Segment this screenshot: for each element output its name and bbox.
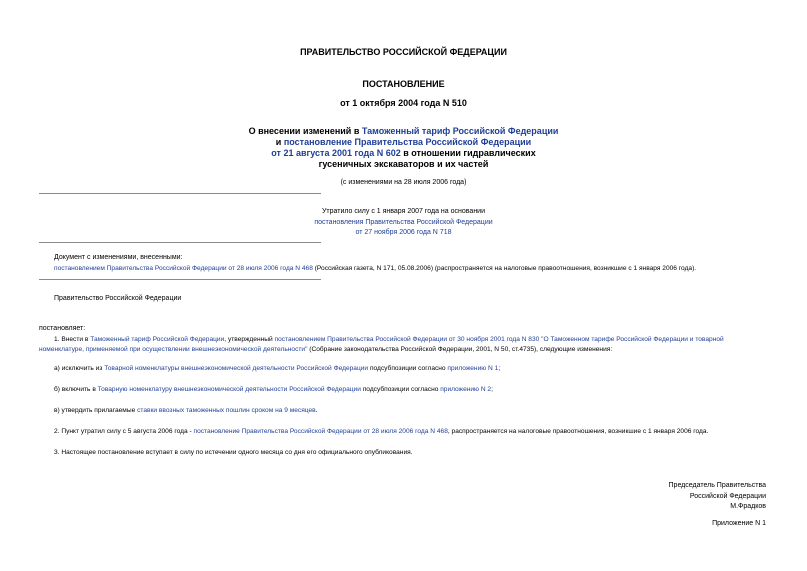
appendix-label: Приложение N 1: [712, 520, 766, 527]
repeal-line: Утратило силу с 1 января 2007 года на основании: [321, 208, 486, 215]
signature-name: М.Фрадков: [730, 503, 766, 510]
title-line-4: гусеничных экскаваторов и их частей: [318, 159, 489, 169]
document-title: [0, 126, 807, 170]
title-text: в отношении гидравлических: [400, 148, 536, 158]
repeal-resolution-link[interactable]: постановления Правительства Российской Федерации: [314, 218, 493, 226]
changes-suffix: (Российская газета, N 171, 05.08.2006) (распространяется на налоговые правоотношения, возникшие с 1 января 2006 года).: [312, 265, 697, 272]
pv-text: .: [315, 407, 318, 414]
nomenclature-link[interactable]: Товарную номенклатуру внешнеэкономической деятельности Российской Федерации: [97, 386, 361, 393]
resolution-830-link[interactable]: постановлением Правительства Российской Федерации от 30 ноября 2001 года N 830 "О Таможенном тарифе Российской Федерации и: [274, 336, 694, 343]
pv-text: в) утвердить прилагаемые: [54, 407, 138, 414]
p1-text: 1. Внести в: [54, 336, 91, 343]
paragraph-3: 3. Настоящее постановление вступает в силу по истечении одного месяца со дня его официального опубликования.: [54, 449, 413, 456]
divider: [39, 193, 321, 194]
resolves-text: постановляет:: [39, 325, 86, 332]
signature-org: Российской Федерации: [689, 492, 766, 500]
document-type: ПОСТАНОВЛЕНИЕ: [362, 79, 445, 89]
title-text: и: [275, 137, 284, 147]
customs-tariff-link[interactable]: Таможенный тариф Российской Федерации: [90, 336, 225, 343]
divider: [39, 279, 321, 280]
title-line-2: [0, 137, 807, 148]
government-heading: ПРАВИТЕЛЬСТВО РОССИЙСКОЙ ФЕДЕРАЦИИ: [300, 47, 507, 57]
signature-title: Председатель Правительства: [668, 482, 766, 489]
customs-tariff-link[interactable]: Таможенный тариф Российской Федерации: [361, 126, 559, 136]
pa-text: а) исключить из: [54, 365, 105, 372]
paragraph-v: [54, 406, 318, 416]
repeal-note: [0, 207, 807, 239]
document-date-number: от 1 октября 2004 года N 510: [340, 98, 467, 108]
p1-text: (Собрание законодательства Российской Федерации, 2001, N 50, ст.4735), следующие изменения:: [307, 346, 613, 353]
pa-text: подсубпозиции согласно: [368, 365, 448, 372]
paragraph-1: [39, 335, 769, 355]
p2-text: 2. Пункт утратил силу с 5 августа 2006 года -: [54, 428, 194, 435]
pb-text: ;: [491, 386, 493, 393]
title-line-3: [0, 148, 807, 159]
government-resolution-link[interactable]: постановление Правительства Российской Федерации: [283, 137, 532, 147]
government-rf: Правительство Российской Федерации: [54, 295, 182, 302]
changes-heading: Документ с изменениями, внесенными:: [54, 254, 183, 261]
p2-text: , распространяется на налоговые правоотношения, возникшие с 1 января 2006 года.: [447, 428, 709, 435]
duty-rates-link[interactable]: ставки ввозных таможенных пошлин сроком на 9 месяцев: [137, 407, 316, 414]
signature-block: [669, 481, 766, 513]
title-text: О внесении изменений в: [248, 126, 362, 136]
amendment-note: (с изменениями на 28 июля 2006 года): [340, 179, 467, 186]
nomenclature-link[interactable]: Товарной номенклатуры внешнеэкономической деятельности Российской Федерации: [104, 365, 369, 372]
pb-text: б) включить в: [54, 386, 98, 393]
paragraph-a: [54, 364, 500, 374]
pb-text: подсубпозиции согласно: [360, 386, 441, 393]
repeal-date-link[interactable]: от 27 ноября 2006 года N 718: [355, 229, 452, 236]
paragraph-b: [54, 385, 493, 395]
divider: [39, 242, 321, 243]
paragraph-2: [54, 427, 708, 437]
title-line-1: [0, 126, 807, 137]
appendix-2-link[interactable]: приложению N 2: [440, 386, 492, 393]
resolution-830-title-link[interactable]: товарной номенклатуре, применяемой при осуществлении внешнеэкономической деятельности": [39, 336, 724, 353]
resolution-468-link[interactable]: постановление Правительства Российской Федерации от 28 июля 2006 года N 468: [193, 428, 448, 435]
p1-text: , утвержденный: [224, 336, 275, 343]
pa-text: ;: [498, 365, 501, 372]
changes-reference: [54, 264, 696, 274]
appendix-1-link[interactable]: приложению N 1: [447, 365, 499, 372]
resolution-602-link[interactable]: от 21 августа 2001 года N 602: [271, 148, 401, 158]
resolution-468-link[interactable]: постановлением Правительства Российской Федерации от 28 июля 2006 года N 468: [54, 265, 313, 272]
